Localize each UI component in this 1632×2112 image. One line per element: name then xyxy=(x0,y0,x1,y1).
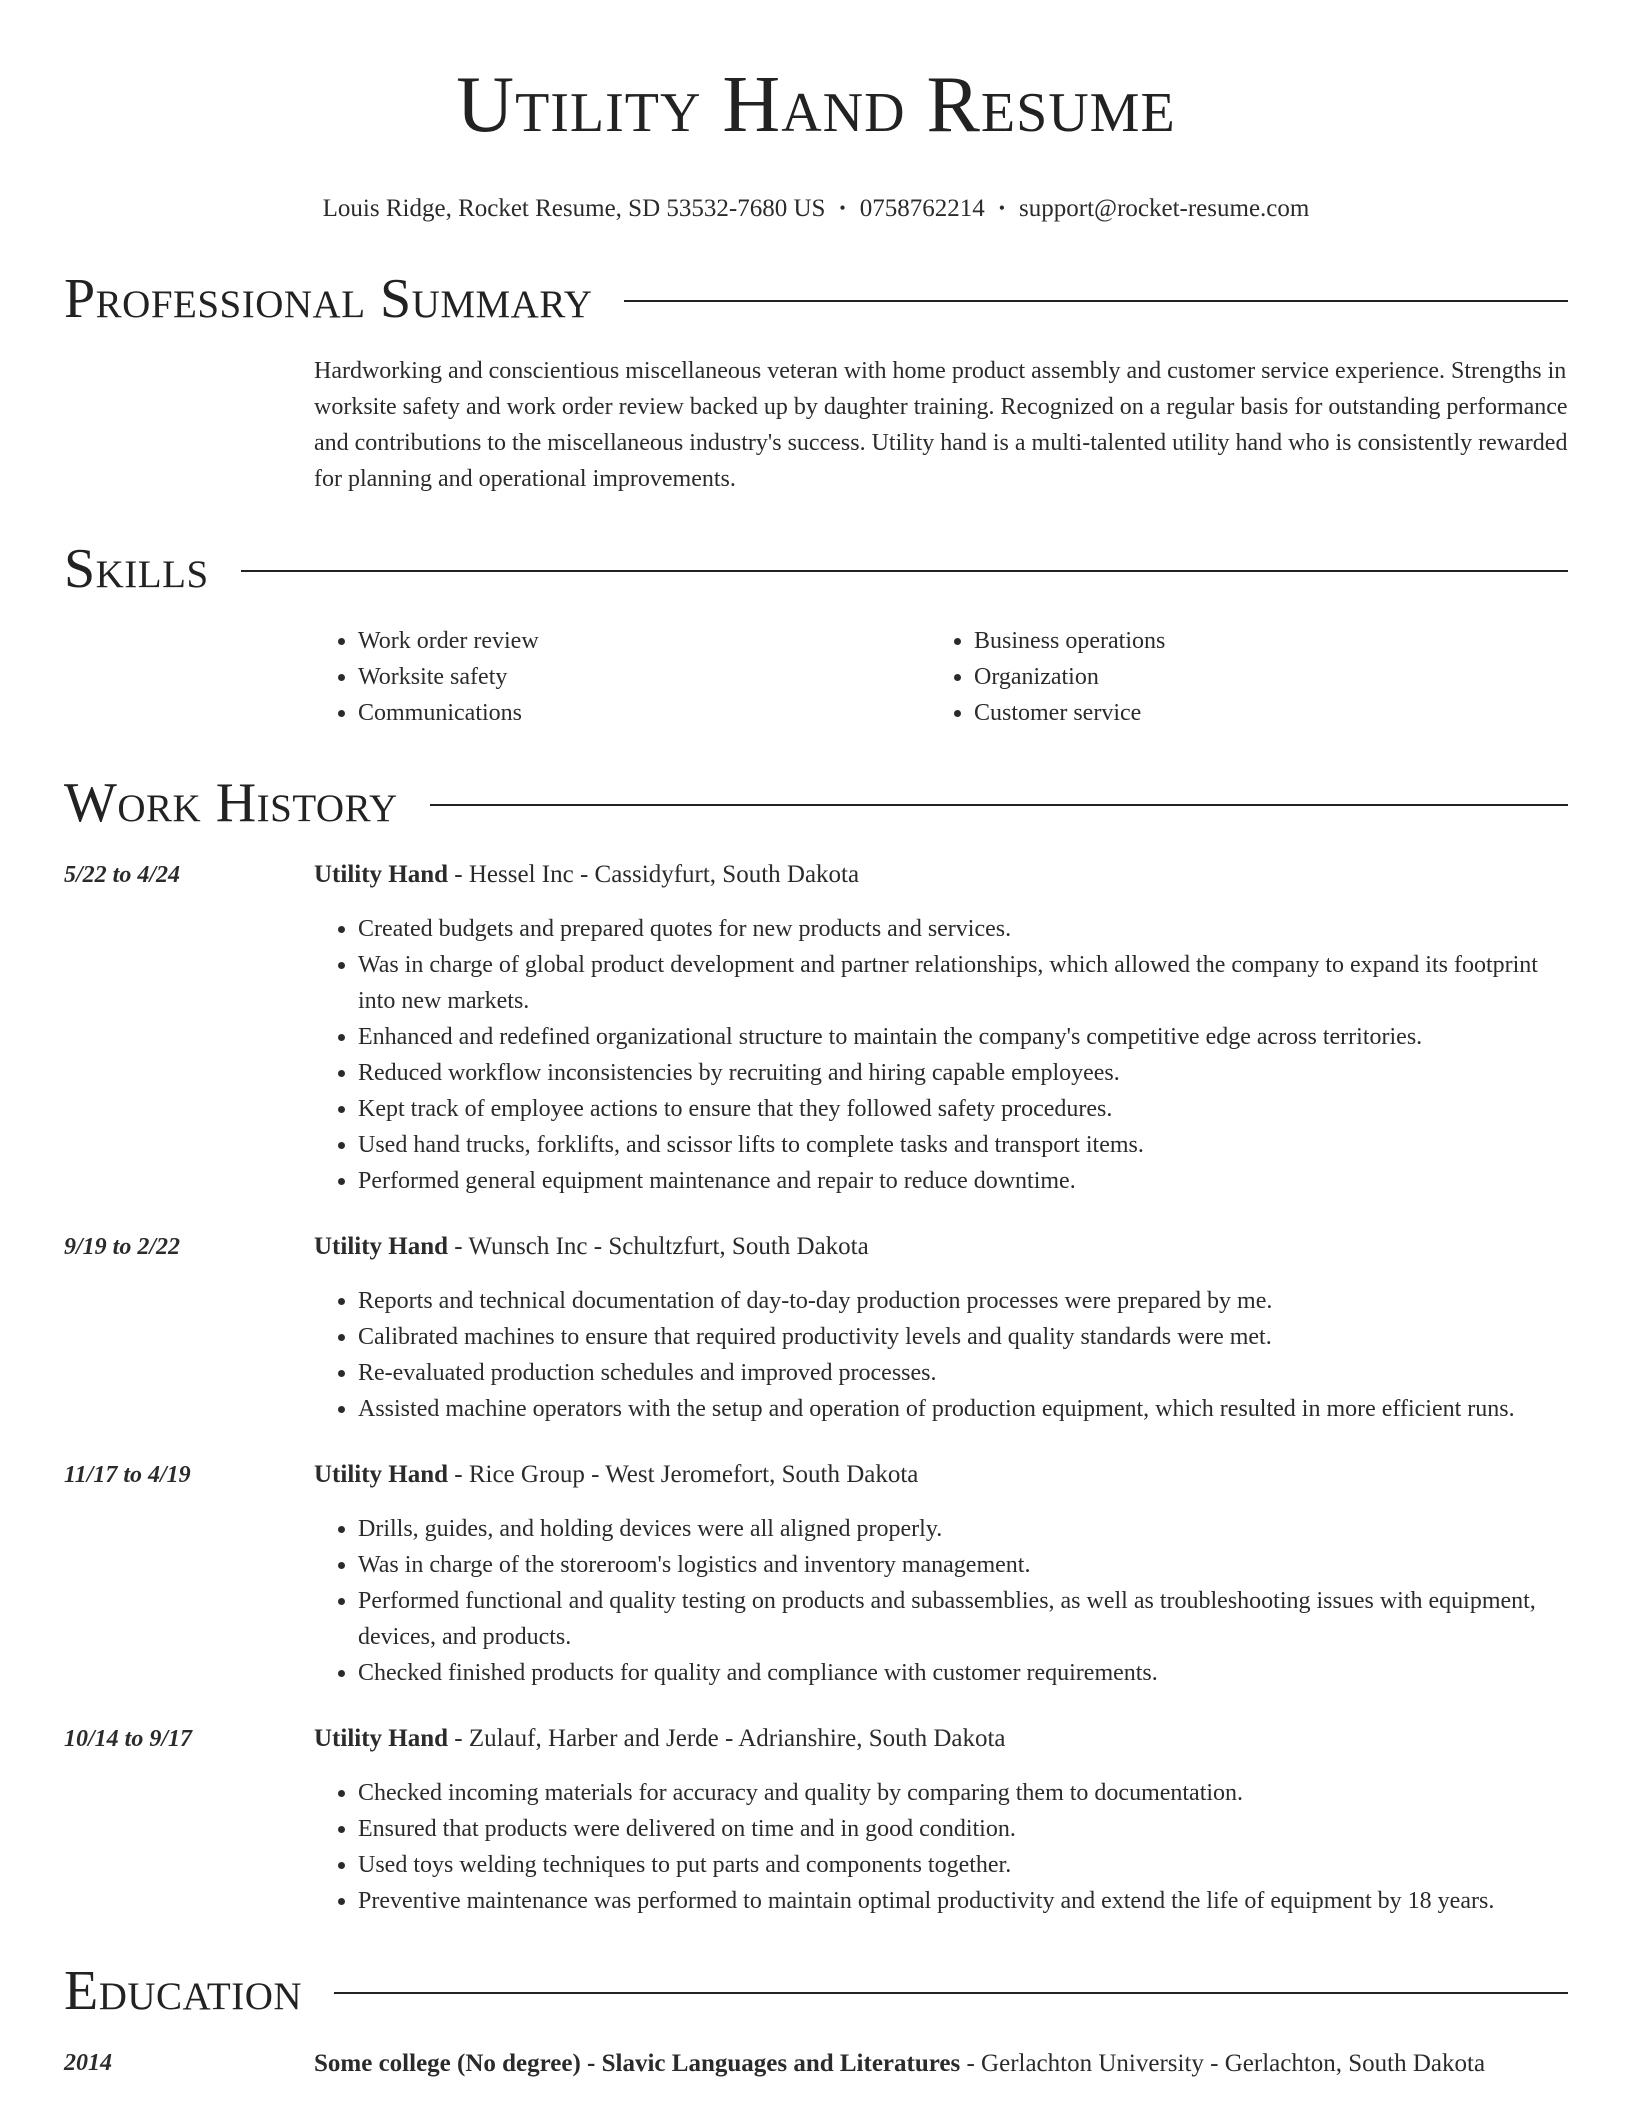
contact-separator: • xyxy=(998,198,1006,218)
job-bullets xyxy=(314,911,1568,1199)
phone: 0758762214 xyxy=(859,195,985,222)
job-bullets xyxy=(314,1775,1568,1919)
job-bullet: • Ensured that products were delivered on time and in good condition. xyxy=(358,1811,1568,1847)
section-divider xyxy=(334,1992,1568,1994)
job-role xyxy=(314,857,1568,893)
job-bullet: • Used hand trucks, forklifts, and scissor lifts to complete tasks and transport items. xyxy=(358,1127,1568,1163)
education-section-header xyxy=(64,1959,1568,2023)
job-title: Utility Hand xyxy=(314,861,449,888)
summary-text: Hardworking and conscientious miscellaneous veteran with home product assembly and customer service experience. Strengths in worksite safety and work order review backed up by daughter training. Recognized on a regular basis for outstanding performance and contributions to the miscellaneous industry's success. Utility hand is a multi-talented utility hand who is consistently rewarded for planning and operational improvements. xyxy=(314,358,1568,492)
job-bullet: • Performed functional and quality testing on products and subassemblies, as well as troubleshooting issues with equipment, devices, and products. xyxy=(358,1583,1568,1655)
job-entry xyxy=(64,1721,1568,1919)
job-bullet: • Created budgets and prepared quotes for new products and services. xyxy=(358,911,1568,947)
job-bullet: • Calibrated machines to ensure that required productivity levels and quality standards were met. xyxy=(358,1319,1568,1355)
page-title: Utility Hand Resume xyxy=(456,61,1176,149)
contact-line xyxy=(64,190,1568,227)
job-title: Utility Hand xyxy=(314,1461,449,1488)
job-bullet: • Drills, guides, and holding devices were all aligned properly. xyxy=(358,1511,1568,1547)
education-heading: Education xyxy=(64,1960,303,2022)
job-bullet: • Used toys welding techniques to put parts and components together. xyxy=(358,1847,1568,1883)
job-body xyxy=(314,1721,1568,1919)
job-title: Utility Hand xyxy=(314,1233,449,1260)
job-dates: 10/14 to 9/17 xyxy=(64,1726,193,1752)
skill-item: • Worksite safety xyxy=(358,659,930,695)
job-bullet: • Assisted machine operators with the setup and operation of production equipment, which resulted in more efficient runs. xyxy=(358,1391,1568,1427)
skill-item: • Business operations xyxy=(974,623,1568,659)
job-entry xyxy=(64,1457,1568,1691)
job-title: Utility Hand xyxy=(314,1725,449,1752)
job-role xyxy=(314,1229,1568,1265)
job-entry xyxy=(64,857,1568,1199)
skills-section-header xyxy=(64,537,1568,601)
skill-item: • Work order review xyxy=(358,623,930,659)
skills-column-left xyxy=(314,623,930,731)
education-body xyxy=(314,2045,1568,2083)
section-divider xyxy=(624,300,1568,302)
education-entry xyxy=(64,2045,1568,2083)
job-bullet: • Checked incoming materials for accuracy and quality by comparing them to documentation. xyxy=(358,1775,1568,1811)
job-bullet: • Enhanced and redefined organizational structure to maintain the company's competitive edge across territories. xyxy=(358,1019,1568,1055)
job-details: - Rice Group - West Jeromefort, South Dakota xyxy=(448,1461,919,1488)
job-bullets xyxy=(314,1283,1568,1427)
job-dates: 11/17 to 4/19 xyxy=(64,1462,191,1488)
job-bullet: • Re-evaluated production schedules and improved processes. xyxy=(358,1355,1568,1391)
job-bullet: • Reduced workflow inconsistencies by recruiting and hiring capable employees. xyxy=(358,1055,1568,1091)
summary-section-header xyxy=(64,267,1568,331)
job-role xyxy=(314,1721,1568,1757)
job-bullet: • Preventive maintenance was performed to maintain optimal productivity and extend the life of equipment by 18 years. xyxy=(358,1883,1568,1919)
job-bullet: • Performed general equipment maintenance and repair to reduce downtime. xyxy=(358,1163,1568,1199)
job-dates: 9/19 to 2/22 xyxy=(64,1234,181,1260)
contact-separator: • xyxy=(839,198,846,218)
email: support@rocket-resume.com xyxy=(1019,195,1310,222)
summary-heading: Professional Summary xyxy=(64,268,593,330)
skill-item: • Customer service xyxy=(974,695,1568,731)
job-bullets xyxy=(314,1511,1568,1691)
work-section-header xyxy=(64,771,1568,835)
job-details: - Hessel Inc - Cassidyfurt, South Dakota xyxy=(448,861,860,888)
job-body xyxy=(314,1229,1568,1427)
job-role xyxy=(314,1457,1568,1493)
job-details: - Zulauf, Harber and Jerde - Adrianshire, South Dakota xyxy=(448,1725,1006,1752)
job-dates: 5/22 to 4/24 xyxy=(64,862,181,888)
job-bullet: • Was in charge of the storeroom's logistics and inventory management. xyxy=(358,1547,1568,1583)
job-bullet: • Was in charge of global product development and partner relationships, which allowed the company to expand its footprint into new markets. xyxy=(358,947,1568,1019)
education-degree: Some college (No degree) - Slavic Languages and Literatures xyxy=(314,2050,961,2077)
job-bullet: • Kept track of employee actions to ensure that they followed safety procedures. xyxy=(358,1091,1568,1127)
job-body xyxy=(314,857,1568,1199)
job-body xyxy=(314,1457,1568,1691)
education-details: - Gerlachton University - Gerlachton, South Dakota xyxy=(960,2050,1486,2077)
section-divider xyxy=(241,570,1568,572)
address: Louis Ridge, Rocket Resume, SD 53532-7680 US xyxy=(322,195,826,222)
skills-heading: Skills xyxy=(64,538,209,600)
job-bullet: • Reports and technical documentation of day-to-day production processes were prepared by me. xyxy=(358,1283,1568,1319)
education-year: 2014 xyxy=(64,2050,112,2076)
skill-item: • Communications xyxy=(358,695,930,731)
section-divider xyxy=(430,804,1568,806)
work-heading: Work History xyxy=(64,772,398,834)
job-entry xyxy=(64,1229,1568,1427)
skills-column-right xyxy=(930,623,1568,731)
skills-list xyxy=(314,623,1568,731)
job-bullet: • Checked finished products for quality and compliance with customer requirements. xyxy=(358,1655,1568,1691)
skill-item: • Organization xyxy=(974,659,1568,695)
job-details: - Wunsch Inc - Schultzfurt, South Dakota xyxy=(448,1233,869,1260)
